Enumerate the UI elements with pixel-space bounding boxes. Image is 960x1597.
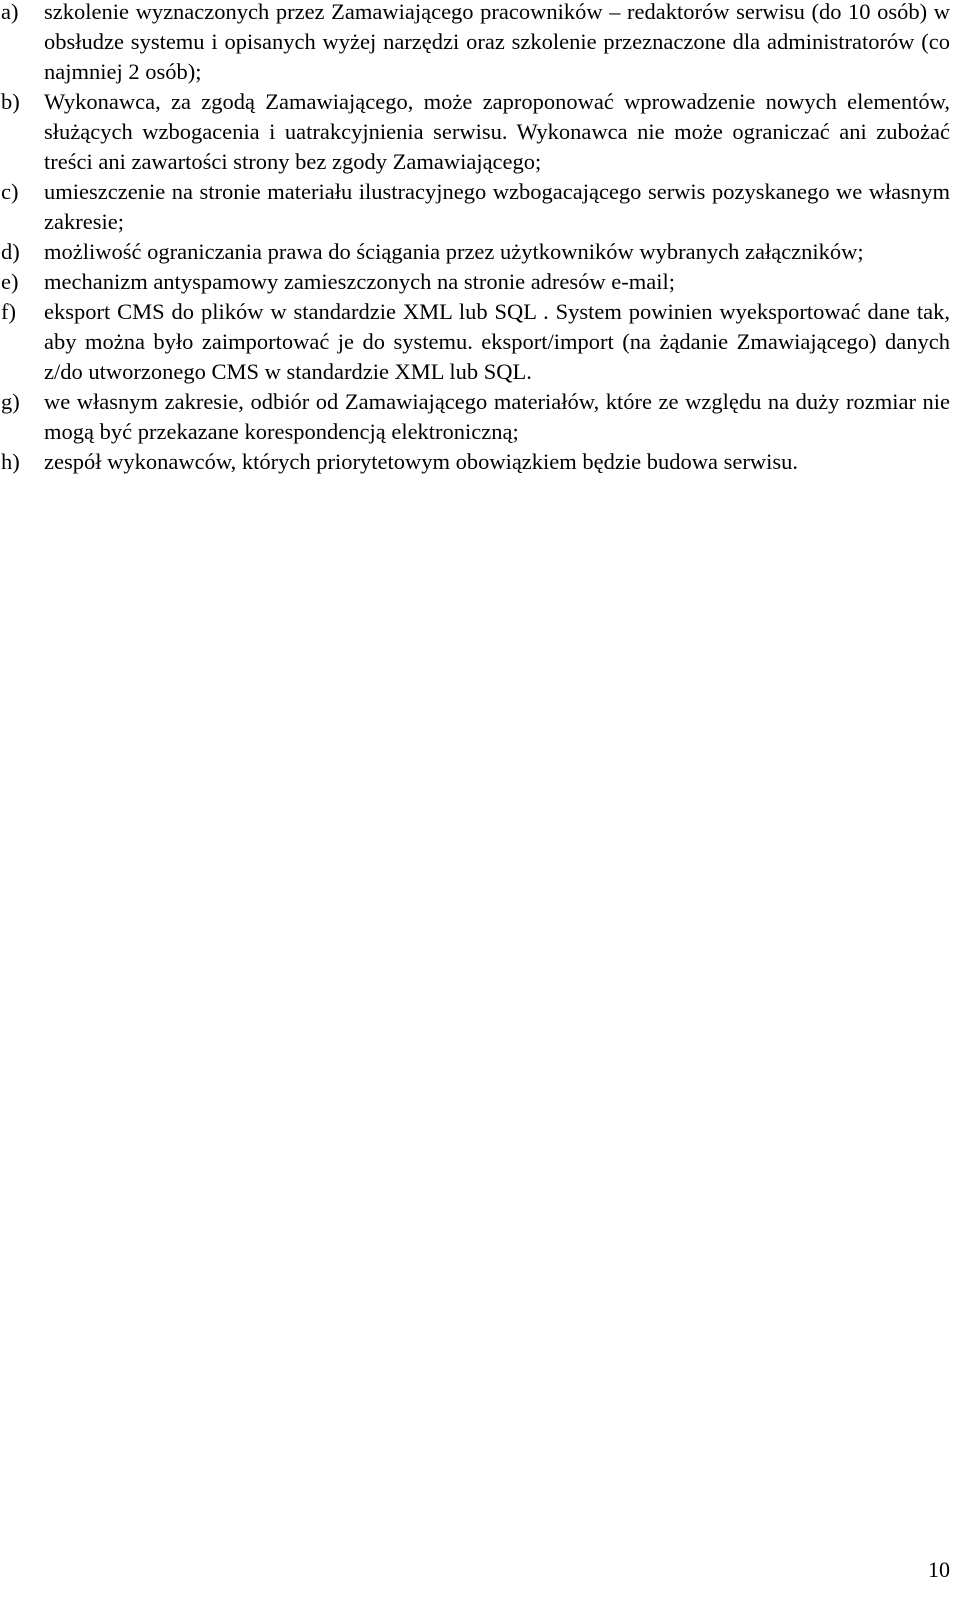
list-item [0,0,950,87]
list-item-text: umieszczenie na stronie materiału ilustracyjnego wzbogacającego serwis pozyskanego we własnym zakresie; [44,179,950,234]
page-number: 10 [928,1557,950,1582]
list-item [0,267,950,297]
list-item [0,237,950,267]
list-item [0,177,950,237]
list-item [0,297,950,387]
list-item-marker: b) [1,89,20,114]
list-item-text: szkolenie wyznaczonych przez Zamawiającego pracowników – redaktorów serwisu (do 10 osób) w obsłudze systemu i opisanych wyżej narzędzi oraz szkolenie przeznaczone dla administratorów (co najmniej 2 osób); [44,0,950,84]
list-item-marker: e) [1,269,19,294]
list-item-text: Wykonawca, za zgodą Zamawiającego, może zaproponować wprowadzenie nowych elementów, służących wzbogacenia i uatrakcyjnienia serwisu. Wykonawca nie może ograniczać ani zubożać treści ani zawartości strony bez zgody Zamawiającego; [44,89,950,174]
list-item-marker: f) [1,299,16,324]
list-item-text: zespół wykonawców, których priorytetowym obowiązkiem będzie budowa serwisu. [44,449,798,474]
list-item-marker: d) [1,239,20,264]
requirements-list [0,0,950,477]
list-item-marker: g) [1,389,20,414]
list-item-text: mechanizm antyspamowy zamieszczonych na stronie adresów e-mail; [44,269,676,294]
list-item-marker: h) [1,449,20,474]
list-item-marker: a) [1,0,19,24]
list-item-text: możliwość ograniczania prawa do ściągania przez użytkowników wybranych załączników; [44,239,864,264]
list-item-text: we własnym zakresie, odbiór od Zamawiającego materiałów, które ze względu na duży rozmiar nie mogą być przekazane korespondencją elektroniczną; [44,389,950,444]
list-item-marker: c) [1,179,19,204]
list-item [0,87,950,177]
list-item-text: eksport CMS do plików w standardzie XML lub SQL . System powinien wyeksportować dane tak, aby można było zaimportować je do systemu. eksport/import (na żądanie Zmawiającego) danych z/do utworzonego CMS w standardzie XML lub SQL. [44,299,950,384]
list-item [0,387,950,447]
list-item [0,447,950,477]
